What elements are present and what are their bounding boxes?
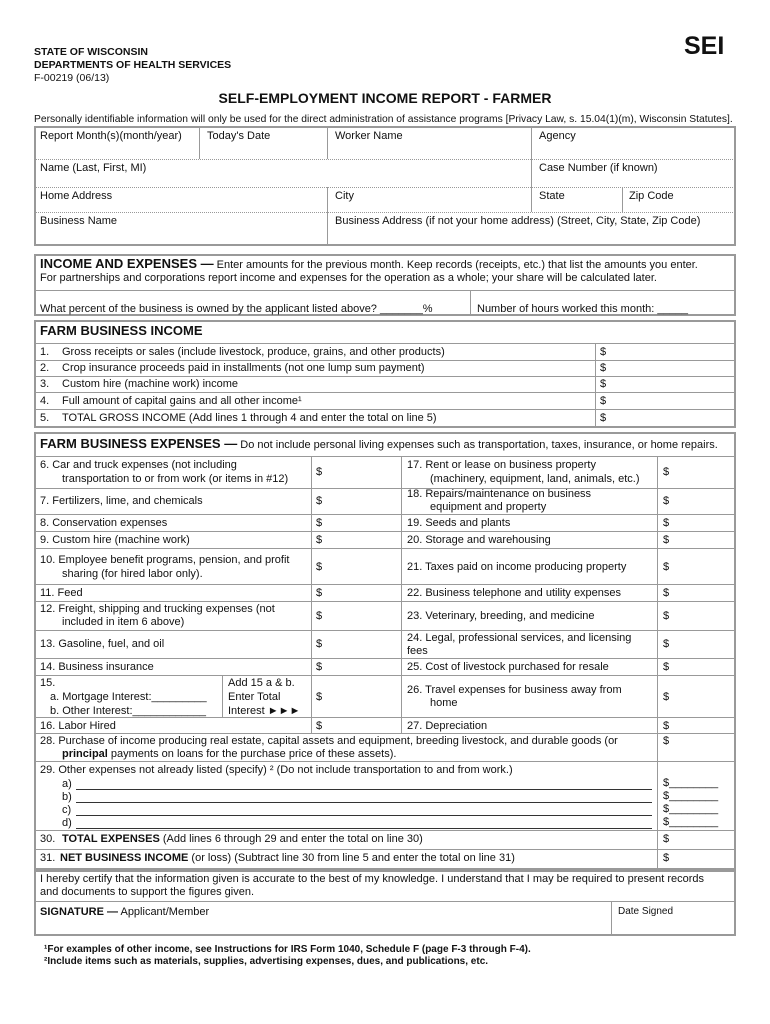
farm-expenses-note: Do not include personal living expenses such as transportation, taxes, insurance, or home repairs. [240, 439, 718, 451]
agency-field[interactable]: Agency [539, 130, 576, 142]
expense-line-20-amount[interactable]: $ [663, 534, 670, 546]
income-line-5: 5. TOTAL GROSS INCOME (Add lines 1 through 4 and enter the total on line 5) [40, 412, 437, 424]
expense-line-24-amount[interactable]: $ [663, 638, 670, 650]
other-expense-b-label: b) [62, 791, 72, 803]
agency-state: STATE OF WISCONSIN [34, 46, 148, 58]
income-line-1: 1. Gross receipts or sales (include livestock, produce, grains, and other products) [40, 346, 445, 358]
name-field[interactable]: Name (Last, First, MI) [40, 162, 147, 174]
expense-line-17-cont: (machinery, equipment, land, animals, etc.) [430, 473, 640, 485]
expense-line-28-amount[interactable]: $ [663, 735, 670, 747]
expense-line-19: 19. Seeds and plants [407, 517, 511, 529]
expense-line-8-amount[interactable]: $ [316, 517, 323, 529]
state-field[interactable]: State [539, 190, 565, 202]
expense-line-28-cont: principal payments on loans for the purchase price of these assets). [62, 748, 397, 760]
expense-line-30: 30. TOTAL EXPENSES (Add lines 6 through 29 and enter the total on line 30) [40, 833, 423, 845]
expense-line-9: 9. Custom hire (machine work) [40, 534, 190, 546]
other-expense-a-field[interactable] [76, 789, 652, 790]
other-expense-a-label: a) [62, 778, 72, 790]
city-field[interactable]: City [335, 190, 354, 202]
total-expenses-amount[interactable]: $ [663, 833, 670, 845]
other-interest-field[interactable]: b. Other Interest:____________ [50, 705, 206, 717]
business-address-field[interactable]: Business Address (if not your home address) (Street, City, State, Zip Code) [335, 215, 701, 227]
expense-line-14: 14. Business insurance [40, 661, 154, 673]
partnership-note: For partnerships and corporations report income and expenses for the operation as a whole; your share will be calculated later. [40, 272, 657, 284]
income-line-3: 3. Custom hire (machine work) income [40, 378, 239, 390]
form-title: SELF-EMPLOYMENT INCOME REPORT - FARMER [218, 90, 552, 106]
expense-line-15: 15. [40, 677, 56, 689]
expense-line-24-cont: fees [407, 645, 428, 657]
farm-income-title: FARM BUSINESS INCOME [40, 323, 203, 338]
expense-line-15-amount[interactable]: $ [316, 691, 323, 703]
expense-line-10: 10. Employee benefit programs, pension, and profit [40, 554, 290, 566]
expense-line-10-amount[interactable]: $ [316, 561, 323, 573]
expense-line-8: 8. Conservation expenses [40, 517, 168, 529]
signature-field[interactable]: SIGNATURE — Applicant/Member [40, 906, 210, 918]
expense-line-6: 6. Car and truck expenses (not including [40, 459, 237, 471]
expense-line-29: 29. Other expenses not already listed (specify) ² (Do not include transportation to and from work.) [40, 764, 513, 776]
expense-line-23: 23. Veterinary, breeding, and medicine [407, 610, 595, 622]
expense-line-9-amount[interactable]: $ [316, 534, 323, 546]
other-expense-d-field[interactable] [76, 828, 652, 829]
expense-line-23-amount[interactable]: $ [663, 610, 670, 622]
expense-line-13: 13. Gasoline, fuel, and oil [40, 638, 165, 650]
expense-line-17-amount[interactable]: $ [663, 466, 670, 478]
expense-line-7: 7. Fertilizers, lime, and chemicals [40, 495, 203, 507]
expense-line-25: 25. Cost of livestock purchased for resale [407, 661, 609, 673]
income-expenses-heading [40, 256, 698, 271]
expense-line-16-amount[interactable]: $ [316, 720, 323, 732]
expense-line-6-cont: transportation to or from work (or items in #12) [62, 473, 289, 485]
expense-line-18: 18. Repairs/maintenance on business [407, 488, 592, 500]
expense-line-21-amount[interactable]: $ [663, 561, 670, 573]
income-line-4-amount[interactable]: $ [600, 395, 607, 407]
expense-line-12: 12. Freight, shipping and trucking expenses (not [40, 603, 275, 615]
expense-line-10-cont: sharing (for hired labor only). [62, 568, 203, 580]
expense-line-19-amount[interactable]: $ [663, 517, 670, 529]
expense-line-27: 27. Depreciation [407, 720, 488, 732]
business-name-field[interactable]: Business Name [40, 215, 118, 227]
interest-total-label-2: Enter Total [228, 691, 281, 703]
report-month-field[interactable]: Report Month(s)(month/year) [40, 130, 182, 142]
income-line-2-amount[interactable]: $ [600, 362, 607, 374]
other-expense-d-amount[interactable]: $________ [663, 816, 719, 828]
expense-line-24: 24. Legal, professional services, and licensing [407, 632, 632, 644]
expense-line-11: 11. Feed [40, 587, 83, 599]
certification-text-cont: and documents to support the figures given. [40, 886, 255, 898]
expense-line-20: 20. Storage and warehousing [407, 534, 551, 546]
expense-line-14-amount[interactable]: $ [316, 661, 323, 673]
agency-department: DEPARTMENTS OF HEALTH SERVICES [34, 59, 232, 71]
expense-line-16: 16. Labor Hired [40, 720, 116, 732]
identification-section [34, 126, 736, 246]
other-expense-b-amount[interactable]: $________ [663, 790, 719, 802]
income-line-4: 4. Full amount of capital gains and all other income¹ [40, 395, 302, 407]
hours-worked-field[interactable]: Number of hours worked this month: _____ [477, 303, 688, 315]
form-code: SEI [684, 32, 725, 60]
form-number: F-00219 (06/13) [34, 72, 110, 84]
farm-expenses-heading [40, 436, 718, 451]
income-line-1-amount[interactable]: $ [600, 346, 607, 358]
expense-line-7-amount[interactable]: $ [316, 495, 323, 507]
expense-line-17: 17. Rent or lease on business property [407, 459, 596, 471]
expense-line-6-amount[interactable]: $ [316, 466, 323, 478]
net-business-income-amount[interactable]: $ [663, 852, 670, 864]
home-address-field[interactable]: Home Address [40, 190, 113, 202]
mortgage-interest-field[interactable]: a. Mortgage Interest:_________ [50, 691, 207, 703]
farm-expenses-title: FARM BUSINESS EXPENSES — [40, 436, 238, 451]
income-line-3-amount[interactable]: $ [600, 378, 607, 390]
income-line-2: 2. Crop insurance proceeds paid in installments (not one lump sum payment) [40, 362, 425, 374]
other-expense-c-field[interactable] [76, 815, 652, 816]
expense-line-22: 22. Business telephone and utility expenses [407, 587, 622, 599]
expense-line-26-cont: home [430, 697, 458, 709]
expense-line-31: 31. NET BUSINESS INCOME (or loss) (Subtract line 30 from line 5 and enter the total on line 31) [40, 852, 515, 864]
zip-code-field[interactable]: Zip Code [629, 190, 674, 202]
expense-line-18-cont: equipment and property [430, 501, 547, 513]
other-expense-a-amount[interactable]: $________ [663, 777, 719, 789]
expense-line-25-amount[interactable]: $ [663, 661, 670, 673]
worker-name-field[interactable]: Worker Name [335, 130, 403, 142]
other-expense-c-amount[interactable]: $________ [663, 803, 719, 815]
expense-line-26-amount[interactable]: $ [663, 691, 670, 703]
expense-line-12-amount[interactable]: $ [316, 610, 323, 622]
interest-total-arrows: Interest ►►► [228, 705, 301, 717]
income-expenses-title: INCOME AND EXPENSES — [40, 256, 214, 271]
other-expense-d-label: d) [62, 817, 72, 829]
expense-line-18-amount[interactable]: $ [663, 495, 670, 507]
expense-line-26: 26. Travel expenses for business away from [407, 684, 622, 696]
income-line-5-amount[interactable]: $ [600, 412, 607, 424]
footnote-2: ²Include items such as materials, supplies, advertising expenses, dues, and publications, etc. [44, 956, 489, 967]
expense-line-11-amount[interactable]: $ [316, 587, 323, 599]
expense-line-27-amount[interactable]: $ [663, 720, 670, 732]
expense-line-22-amount[interactable]: $ [663, 587, 670, 599]
interest-total-label: Add 15 a & b. [228, 677, 295, 689]
ownership-percent-field[interactable]: What percent of the business is owned by the applicant listed above? _______% [40, 303, 433, 315]
expense-line-21: 21. Taxes paid on income producing property [407, 561, 627, 573]
case-number-field[interactable]: Case Number (if known) [539, 162, 658, 174]
certification-text: I hereby certify that the information given is accurate to the best of my knowledge. I understand that I may be required to present records [40, 873, 705, 885]
income-expenses-instruction: Enter amounts for the previous month. Keep records (receipts, etc.) that list the amounts you enter. [216, 259, 698, 271]
footnote-1: ¹For examples of other income, see Instructions for IRS Form 1040, Schedule F (page F-3 through F-4). [44, 944, 531, 955]
expense-line-28: 28. Purchase of income producing real estate, capital assets and equipment, breeding livestock, and durable goods (or [40, 735, 618, 747]
other-expense-b-field[interactable] [76, 802, 652, 803]
other-expense-c-label: c) [62, 804, 72, 816]
expense-line-12-cont: included in item 6 above) [62, 616, 185, 628]
todays-date-field[interactable]: Today's Date [207, 130, 271, 142]
expense-line-13-amount[interactable]: $ [316, 638, 323, 650]
privacy-notice: Personally identifiable information will only be used for the direct administration of assistance programs [Privacy Law, s. 15.04(1)(m), Wisconsin Statutes]. [34, 114, 733, 125]
date-signed-field[interactable]: Date Signed [618, 906, 674, 917]
